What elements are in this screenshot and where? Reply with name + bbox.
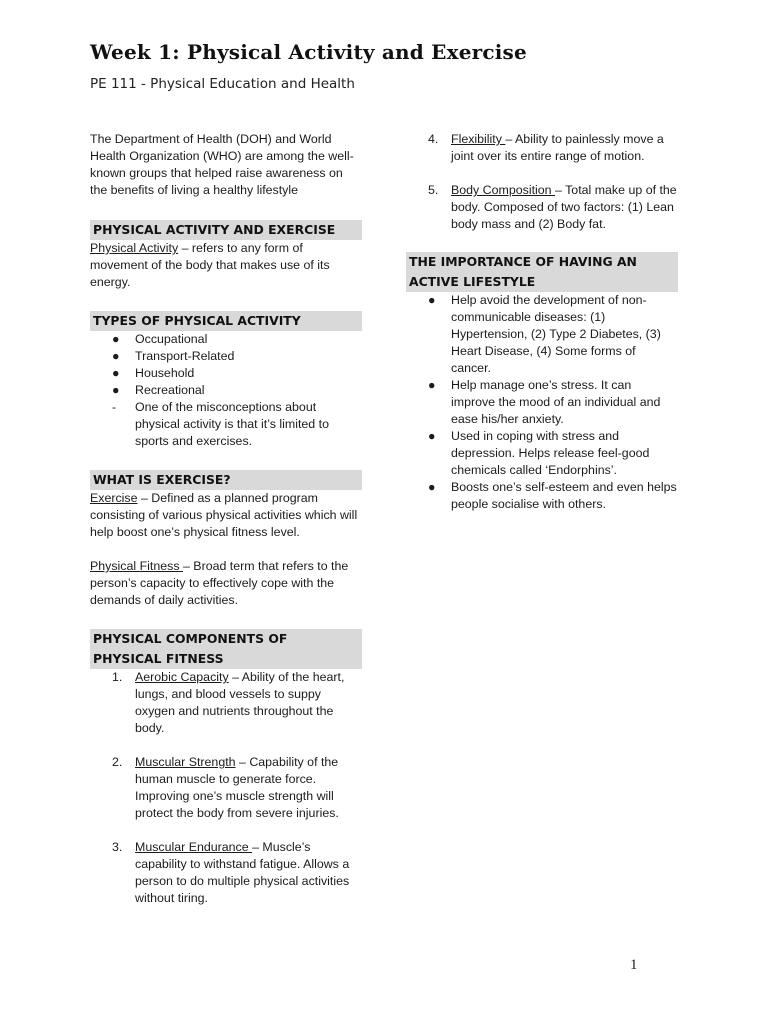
heading-types: TYPES OF PHYSICAL ACTIVITY bbox=[90, 311, 362, 331]
term-physical-activity: Physical Activity bbox=[90, 241, 179, 255]
misconception-note: - One of the misconceptions about physical activity is that it’s limited to sports and exercises. bbox=[112, 400, 329, 448]
list-item: 2. Muscular Strength – Capability of the human muscle to generate force. Improving one’s muscle strength will protect the body from severe injuries. bbox=[112, 755, 339, 820]
components-list-continued bbox=[406, 131, 678, 233]
bullet-icon: ● bbox=[112, 349, 120, 363]
term-physical-fitness: Physical Fitness bbox=[90, 559, 183, 573]
list-item: 5. Body Composition – Total make up of the body. Composed of two factors: (1) Lean body mass and (2) Body fat. bbox=[428, 183, 677, 231]
types-list bbox=[90, 331, 362, 450]
list-item: ● Used in coping with stress and depression. Helps release feel-good chemicals called ‘Endorphins’. bbox=[428, 429, 650, 477]
bullet-icon: ● bbox=[428, 293, 436, 307]
exercise-definition: Exercise – Defined as a planned program consisting of various physical activities which will help boost one’s physical fitness level. bbox=[90, 491, 358, 539]
page-number: 1 bbox=[630, 957, 638, 973]
course-subtitle: PE 111 - Physical Education and Health bbox=[90, 76, 355, 92]
physical-activity-definition bbox=[90, 240, 362, 291]
heading-physical-activity: PHYSICAL ACTIVITY AND EXERCISE bbox=[90, 220, 362, 240]
bullet-icon: ● bbox=[112, 332, 120, 346]
bullet-icon: ● bbox=[112, 366, 120, 380]
list-item: 1. Aerobic Capacity – Ability of the heart, lungs, and blood vessels to suppy oxygen and nutrients throughout the body. bbox=[112, 670, 345, 735]
list-item: ● Help avoid the development of non-communicable diseases: (1) Hypertension, (2) Type 2 Diabetes, (3) Heart Disease, (4) Some forms of cancer. bbox=[428, 293, 661, 375]
list-item: ● Household bbox=[112, 366, 195, 380]
bullet-icon: ● bbox=[112, 383, 120, 397]
physical-activity-def-text: – refers to any form of movement of the body that makes use of its energy. bbox=[90, 241, 330, 289]
left-column bbox=[90, 131, 362, 907]
list-item: 4. Flexibility – Ability to painlessly move a joint over its entire range of motion. bbox=[428, 132, 664, 163]
intro-paragraph: The Department of Health (DOH) and World Health Organization (WHO) are among the well-known groups that helped raise awareness on the benefits of living a healthy lifestyle bbox=[90, 132, 354, 197]
bullet-icon: ● bbox=[428, 480, 436, 494]
components-list bbox=[90, 669, 362, 907]
physical-fitness-definition: Physical Fitness – Broad term that refers to the person’s capacity to effectively cope with the demands of daily activities. bbox=[90, 559, 349, 607]
heading-exercise: WHAT IS EXERCISE? bbox=[90, 470, 362, 490]
page-title: Week 1: Physical Activity and Exercise bbox=[90, 40, 527, 64]
importance-list bbox=[406, 292, 678, 513]
list-item: ● Boosts one’s self-esteem and even helps people socialise with others. bbox=[428, 480, 677, 511]
list-item: ● Help manage one’s stress. It can improve the mood of an individual and ease his/her anxiety. bbox=[428, 378, 661, 426]
list-item: 3. Muscular Endurance – Muscle’s capability to withstand fatigue. Allows a person to do multiple physical activities without tiring. bbox=[112, 840, 350, 905]
right-column bbox=[406, 131, 678, 513]
heading-importance: THE IMPORTANCE OF HAVING AN ACTIVE LIFESTYLE bbox=[406, 252, 678, 292]
list-item: ● Occupational bbox=[112, 332, 208, 346]
bullet-icon: ● bbox=[428, 378, 436, 392]
list-item: ● Transport-Related bbox=[112, 349, 235, 363]
term-exercise: Exercise bbox=[90, 491, 138, 505]
bullet-icon: ● bbox=[428, 429, 436, 443]
list-item: ● Recreational bbox=[112, 383, 205, 397]
heading-components: PHYSICAL COMPONENTS OF PHYSICAL FITNESS bbox=[90, 629, 362, 669]
dash-marker: - bbox=[112, 400, 117, 414]
